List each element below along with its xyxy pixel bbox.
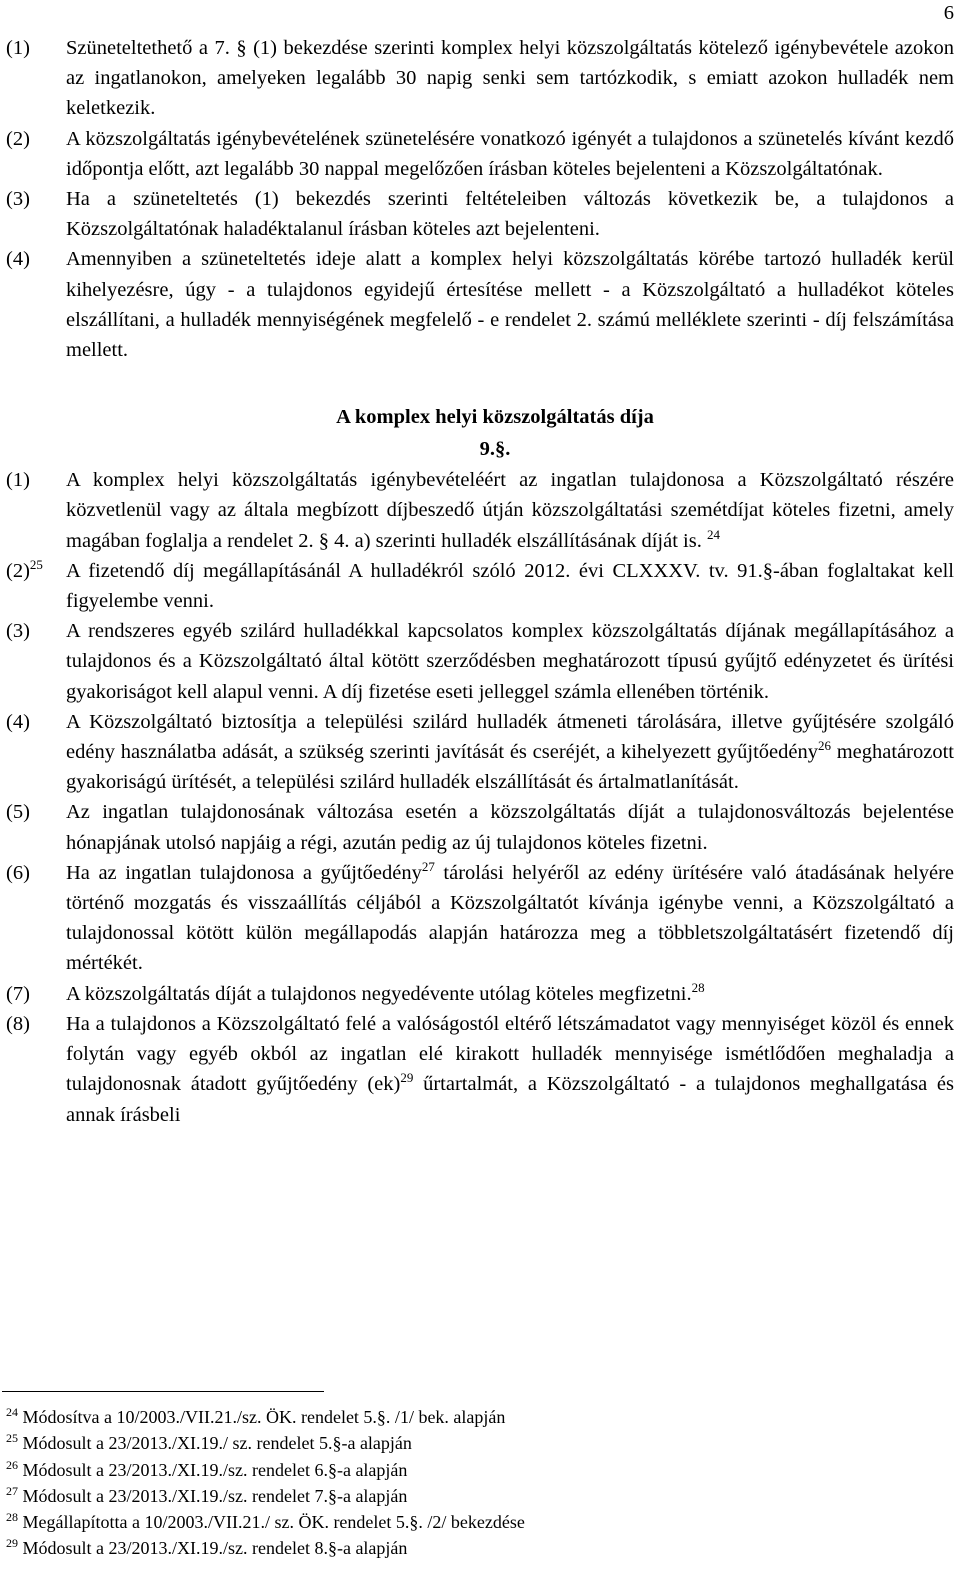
footnote-ref[interactable]: 27 bbox=[421, 859, 435, 875]
paragraph-9-3 bbox=[0, 616, 954, 707]
paragraph-8-2 bbox=[0, 124, 954, 184]
section-number: 9.§. bbox=[479, 438, 511, 461]
paragraph-text: A közszolgáltatás díját a tulajdonos negyedévente utólag köteles megfizetni. bbox=[66, 982, 692, 1005]
document-body bbox=[0, 33, 954, 1130]
paragraph-number: (1) bbox=[6, 37, 30, 59]
page-number: 6 bbox=[943, 2, 954, 24]
paragraph-text: Ha a szüneteltetés (1) bekezdés szerinti feltételeiben változás következik be, a tulajdonos a Közszolgáltatónak haladéktalanul írásban köteles azt bejelenteni. bbox=[66, 188, 954, 241]
paragraph-text: A rendszeres egyéb szilárd hulladékkal kapcsolatos komplex közszolgáltatás díjának megállapításához a tulajdonos és a Közszolgáltató által kötött szerződésben meghatározott típusú gyűjtő edényzetet és ürítési gyakoriságot kell alapul venni. A díj fizetése eseti jelleggel számla ellenében történik. bbox=[66, 620, 954, 703]
footnote: $^{27}$ Módosult a 23/2013./XI.19./sz. rendelet 7.§-a alapján bbox=[6, 1483, 408, 1506]
footnote: $^{26}$ Módosult a 23/2013./XI.19./sz. rendelet 6.§-a alapján bbox=[6, 1457, 408, 1480]
footnote-ref[interactable]: 24 bbox=[706, 526, 720, 542]
paragraph-text-cont: űrtartalmát, a Közszolgáltató - a tulajdonos meghallgatása és annak írásbeli bbox=[66, 1073, 954, 1126]
footnote-ref[interactable]: 29 bbox=[400, 1070, 414, 1086]
paragraph-text-cont: tárolási helyéről az edény ürítésére való átadásának helyére történő mozgatás és visszaállítás céljából a Közszolgáltatót kívánja igénybe venni, a Közszolgáltató a tulajdonossal kötött külön megállapodás alapján határozza meg a többletszolgáltatásért fizetendő díj mértékét. bbox=[66, 861, 954, 975]
paragraph-number: (7) bbox=[6, 982, 30, 1005]
footnote: $^{25}$ Módosult a 23/2013./XI.19./ sz. rendelet 5.§-a alapján bbox=[6, 1431, 412, 1454]
paragraph-8-4 bbox=[0, 244, 954, 365]
paragraph-number: $(2)^{25}$ bbox=[6, 557, 43, 582]
paragraph-number: (3) bbox=[6, 188, 30, 211]
footnote-separator bbox=[2, 1391, 324, 1392]
paragraph-8-1 bbox=[0, 33, 954, 124]
paragraph-number: (6) bbox=[6, 861, 30, 884]
footnote-ref[interactable]: 25 bbox=[29, 557, 43, 573]
paragraph-9-2 bbox=[0, 556, 954, 616]
section-heading: A komplex helyi közszolgáltatás díja bbox=[336, 406, 654, 429]
footnote: $^{28}$ Megállapította a 10/2003./VII.21./ sz. ÖK. rendelet 5.§. /2/ bekezdése bbox=[6, 1510, 525, 1533]
paragraph-number: (4) bbox=[6, 710, 30, 733]
paragraph-number: (1) bbox=[6, 469, 30, 492]
paragraph-number: (5) bbox=[6, 801, 30, 824]
paragraph-text: A közszolgáltatás igénybevételének szünetelésére vonatkozó igényét a tulajdonos a szünetelés kívánt kezdő időpontja előtt, azt legalább 30 nappal megelőzően írásban köteles bejelenteni a Közszolgáltatónak. bbox=[66, 127, 954, 180]
paragraph-number: (4) bbox=[6, 248, 30, 271]
paragraph-text: A komplex helyi közszolgáltatás igénybevételéért az ingatlan tulajdonosa a Közszolgáltató részére közvetlenül vagy az általa megbízott díjbeszedő útján közszolgáltatási szemétdíjat köteles fizetni, amely magában foglalja a rendelet 2. § 4. a) szerinti hulladék elszállításának díját is. bbox=[66, 469, 954, 552]
footnote: $^{24}$ Módosítva a 10/2003./VII.21./sz. ÖK. rendelet 5.§. /1/ bek. alapján bbox=[6, 1405, 506, 1427]
paragraph-9-8 bbox=[0, 1009, 954, 1130]
paragraph-text: Ha a tulajdonos a Közszolgáltató felé a valóságostól eltérő létszámadatot vagy mennyiséget közöl és ennek folytán vagy egyéb okból az ingatlan elé kirakott hulladék mennyisége ismétlődően meghaladja a tulajdonosnak átadott gyűjtőedény (ek) bbox=[66, 1012, 954, 1096]
paragraph-number: (2) bbox=[6, 127, 30, 150]
paragraph-9-1 bbox=[0, 465, 954, 556]
footnote: $^{29}$ Módosult a 23/2013./XI.19./sz. rendelet 8.§-a alapján bbox=[6, 1536, 408, 1559]
footnote-ref[interactable]: 26 bbox=[817, 738, 831, 754]
paragraph-text: Az ingatlan tulajdonosának változása esetén a közszolgáltatás díját a tulajdonosváltozás bejelentése hónapjának utolsó napjáig a régi, azután pedig az új tulajdonos köteles fizetni. bbox=[66, 801, 954, 854]
paragraph-text: A Közszolgáltató biztosítja a települési szilárd hulladék átmeneti tárolására, illetve gyűjtésére szolgáló edény használatba adását, a szükség szerinti javítását és cseréjét, a kihelyezett gyűjtőedény bbox=[66, 710, 954, 764]
paragraph-text-cont: meghatározott gyakoriságú ürítését, a települési szilárd hulladék elszállítását és ártalmatlanítását. bbox=[66, 741, 954, 794]
paragraph-8-3 bbox=[0, 184, 954, 244]
paragraph-9-7 bbox=[0, 979, 954, 1009]
paragraph-9-6 bbox=[0, 858, 954, 979]
paragraph-text: Ha az ingatlan tulajdonosa a gyűjtőedény bbox=[66, 861, 422, 884]
paragraph-9-4 bbox=[0, 707, 954, 798]
paragraph-text: A fizetendő díj megállapításánál A hulladékról szóló 2012. évi CLXXXV. tv. 91.§-ában foglaltakat kell figyelembe venni. bbox=[66, 559, 954, 613]
paragraph-number: (8) bbox=[6, 1012, 30, 1035]
paragraph-number: (3) bbox=[6, 620, 30, 643]
footnote-ref[interactable]: 28 bbox=[691, 979, 705, 995]
paragraph-text: Amennyiben a szüneteltetés ideje alatt a komplex helyi közszolgáltatás körébe tartozó hulladék kerül kihelyezésre, úgy - a tulajdonos egyidejű értesítése mellett - a Közszolgáltató a hulladékot köteles elszállítani, a hulladék mennyiségének megfelelő - e rendelet 2. számú melléklete szerinti - díj felszámítása mellett. bbox=[66, 248, 954, 362]
footnotes bbox=[6, 1404, 525, 1562]
paragraph-text: Szüneteltethető a 7. § (1) bekezdése szerinti komplex helyi közszolgáltatás kötelező igénybevétele azokon az ingatlanokon, amelyeken legalább 30 napig senki sem tartózkodik, s emiatt azokon hulladék nem keletkezik. bbox=[66, 37, 954, 120]
paragraph-9-5 bbox=[0, 797, 954, 857]
